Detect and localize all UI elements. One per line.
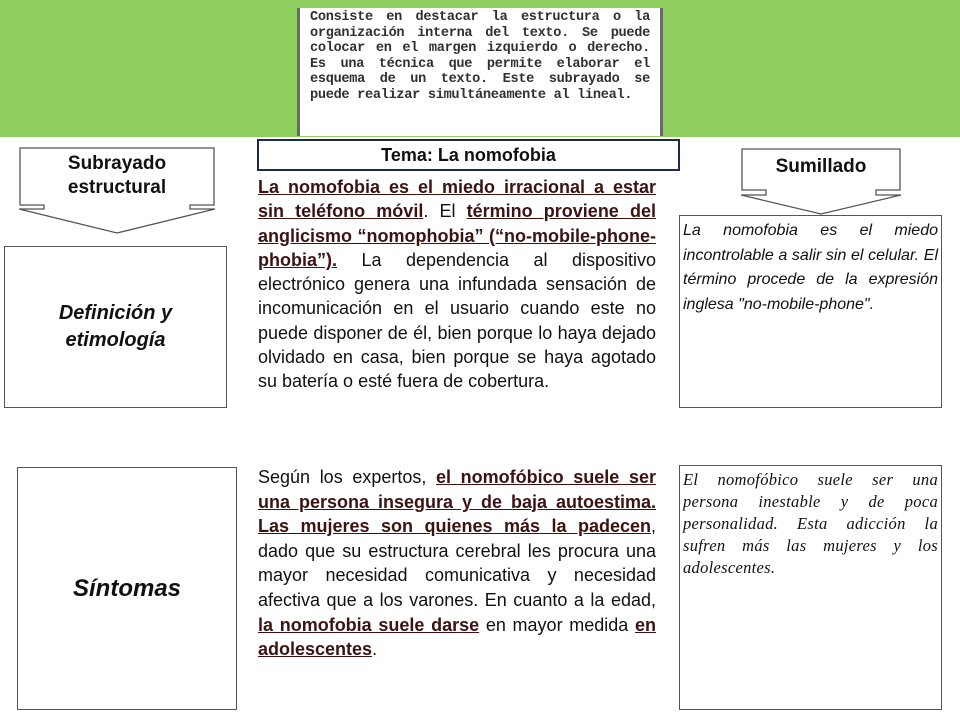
text-run: Según los expertos,: [258, 467, 437, 487]
left-callout-label: [17, 147, 217, 205]
section-label-line1: Síntomas: [72, 574, 182, 602]
underlined-phrase: La nomofobia es el miedo irracional a estar sin teléfono móvil: [258, 177, 656, 222]
summary-text-definicion: La nomofobia es el miedo incontrolable a salir sin el celular. El término procede de la expresión inglesa "no-mobile-phone".: [683, 222, 938, 313]
summary-text-sintomas: El nomofóbico suele ser una persona inestable y de poca personalidad. Esta adicción la sufren más las mujeres y los adolescentes.: [683, 470, 938, 577]
text-run: , dado que su estructura cerebral les procura una mayor necesidad comunicativa y necesidad afectiva que a los varones. En cuanto a la edad,: [258, 516, 656, 610]
summary-box-sintomas: [679, 465, 942, 710]
text-run: . El: [423, 201, 467, 222]
section-label-definicion: [4, 246, 227, 408]
section-body-definicion: [258, 175, 656, 394]
right-callout-label: Sumillado: [775, 156, 867, 177]
section-body-sintomas: [258, 465, 656, 662]
underlined-phrase: término proviene del anglicismo “nomophobia” (“no-mobile-phone-phobia”).: [258, 201, 656, 270]
page-title: Tema: La nomofobia: [381, 144, 556, 165]
left-callout-line2: estructural: [67, 177, 167, 198]
right-callout: [740, 148, 902, 216]
section-label-line2: etimología: [65, 329, 166, 351]
text-run: en mayor medida: [479, 614, 635, 635]
text-run: La dependencia al dispositivo electrónico genera una infundada sensación de incomunicación en el usuario cuando este no puede disponer de él, bien porque lo haya dejado olvidado en casa, bien porque se haya agotado su batería o esté fuera de cobertura.: [258, 249, 656, 392]
section-label-sintomas: [17, 467, 237, 710]
summary-box-definicion: [679, 215, 942, 408]
text-run: .: [372, 639, 378, 660]
underlined-phrase: en adolescentes: [258, 614, 656, 660]
left-callout-line1: Subrayado: [67, 153, 167, 174]
section-label-line1: Definición y: [58, 302, 173, 324]
top-note-box: [297, 8, 663, 136]
title-box: [257, 139, 680, 171]
underlined-phrase: el nomofóbico suele ser una persona insegura y de baja autoestima. Las mujeres son quienes más la padecen: [258, 467, 656, 537]
section-label-text: [59, 300, 172, 354]
left-callout: [17, 147, 217, 237]
underlined-phrase: la nomofobia suele darse: [258, 614, 480, 635]
top-note-text: Consiste en destacar la estructura o la organización interna del texto. Se puede colocar en el margen izquierdo o derecho. Es una técnica que permite elaborar el esquema de un texto. Este subrayado se puede realizar simultáneamente al lineal.: [310, 10, 650, 103]
